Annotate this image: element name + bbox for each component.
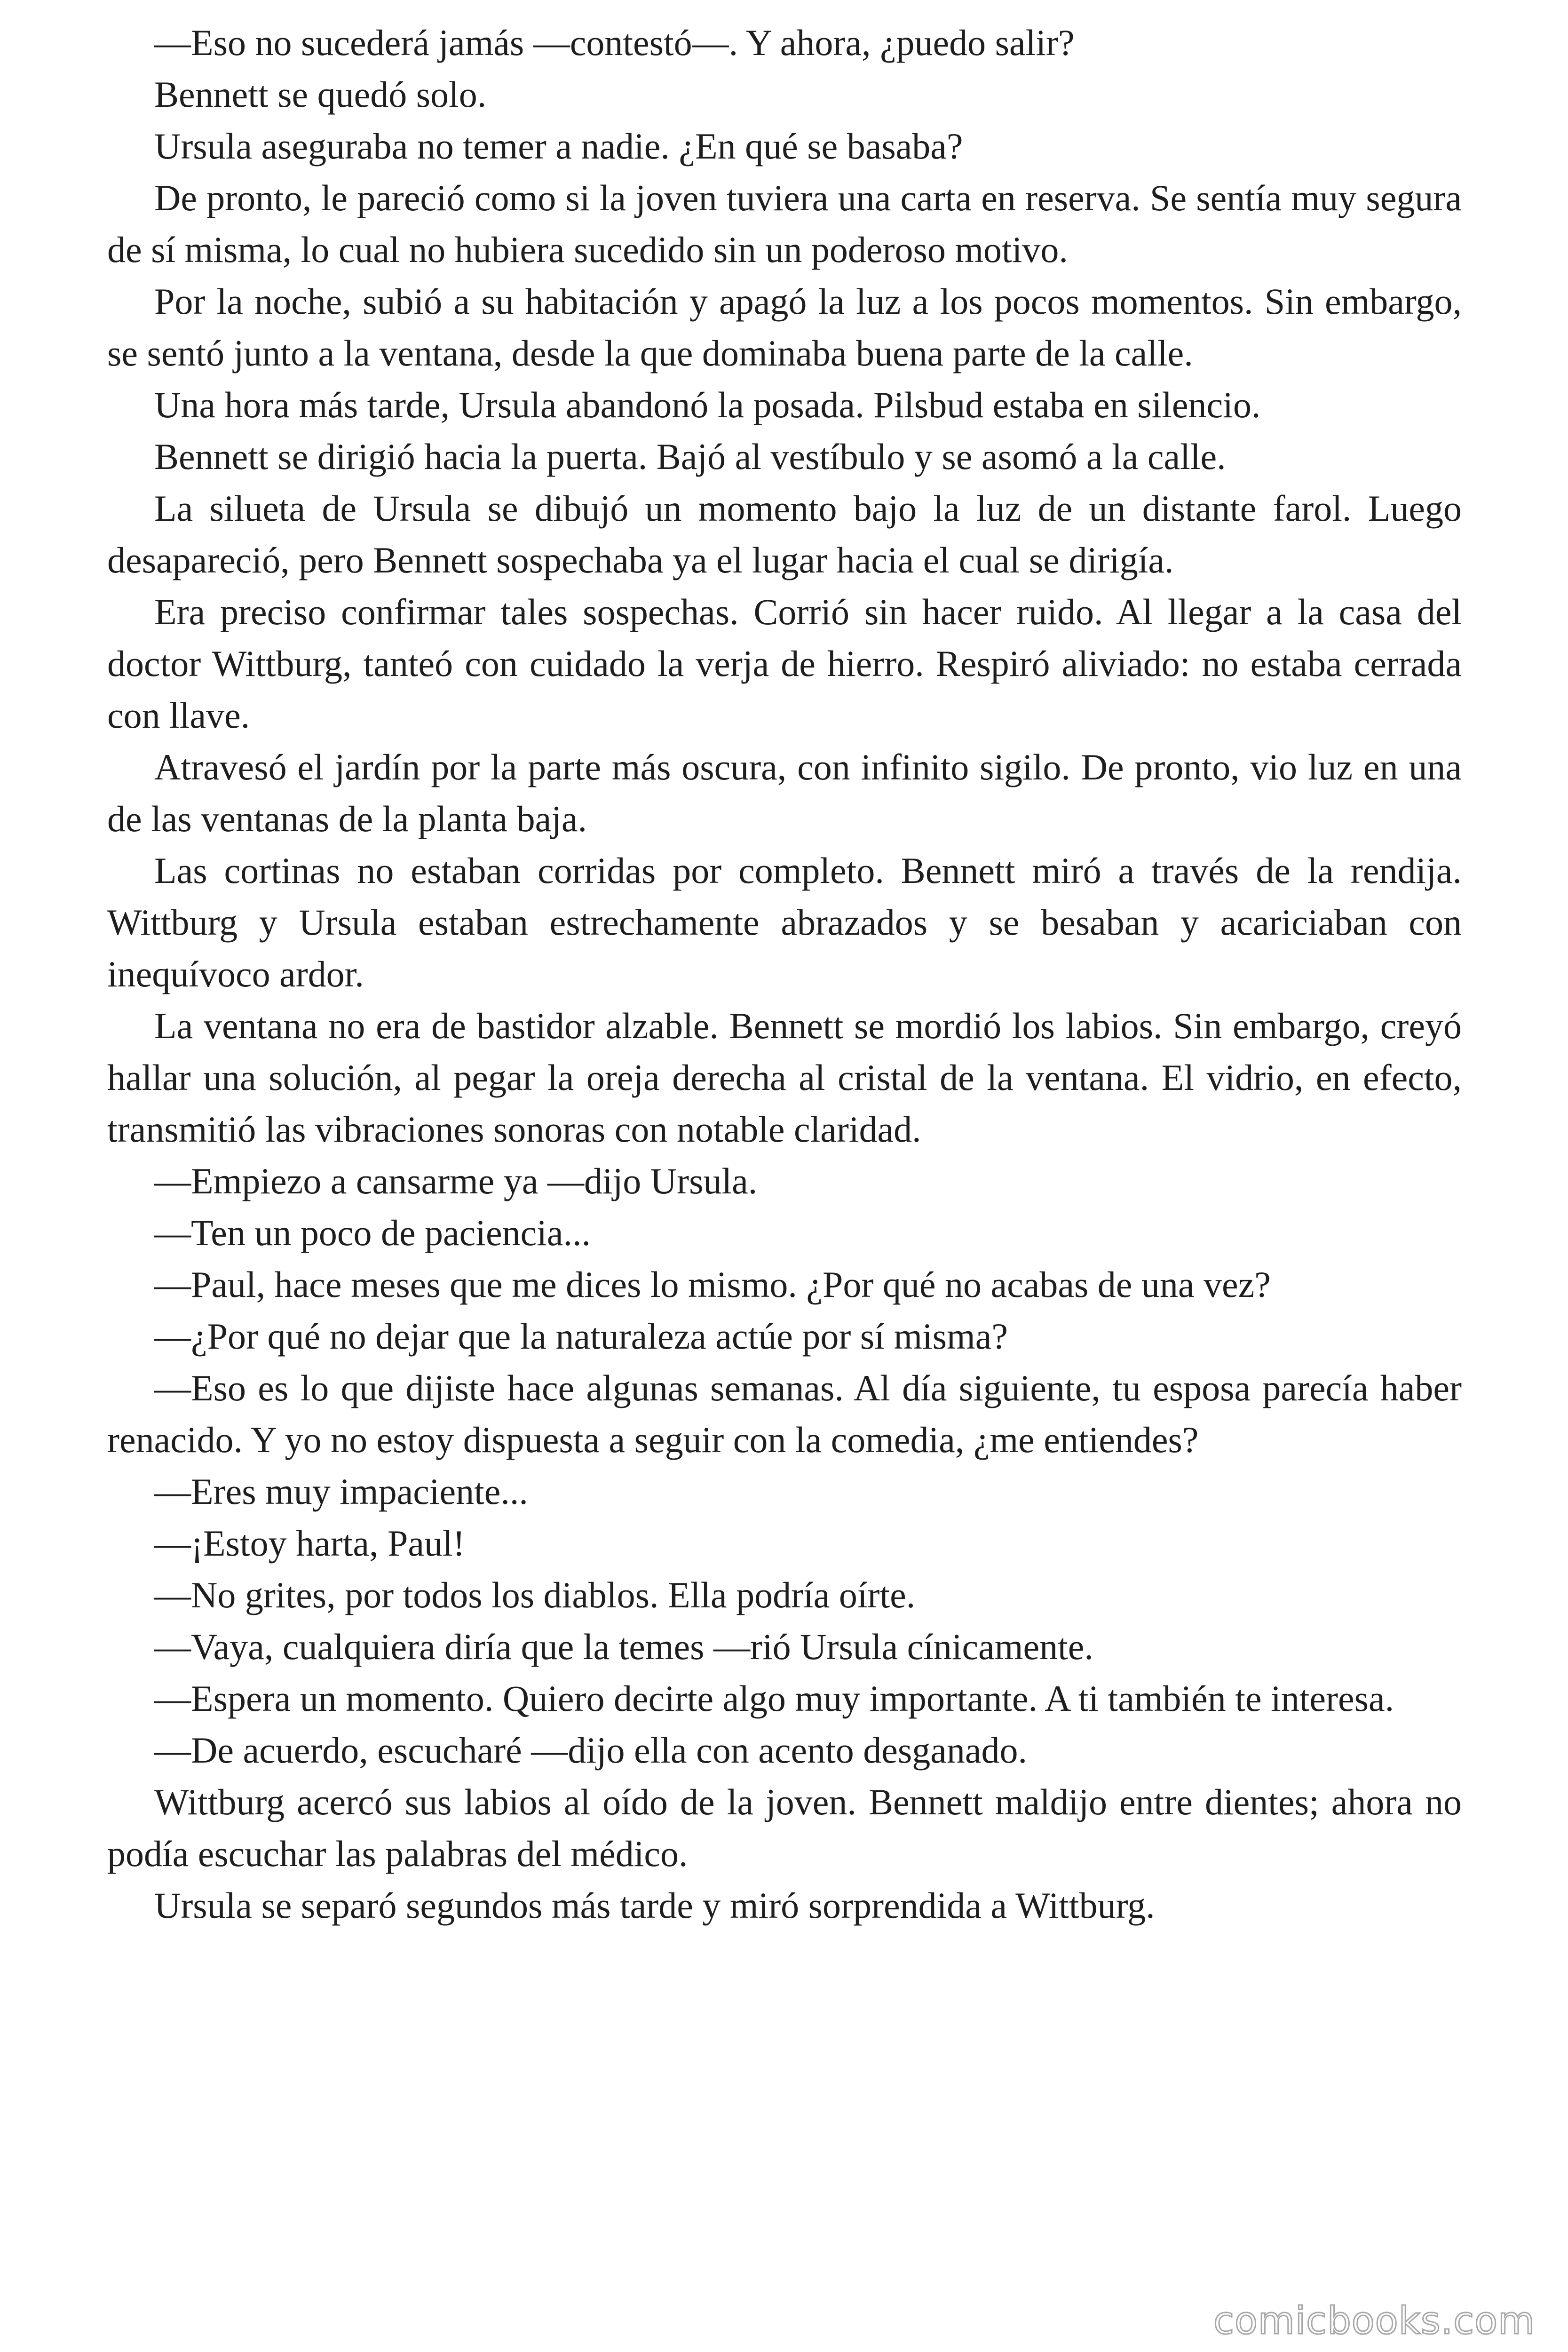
paragraph: —De acuerdo, escucharé —dijo ella con acento desganado. <box>154 1730 1028 1771</box>
paragraph: —Vaya, cualquiera diría que la temes —rió Ursula cínicamente. <box>154 1626 1093 1667</box>
paragraph: Por la noche, subió a su habitación y apagó la luz a los pocos momentos. Sin embargo, se sentó junto a la ventana, desde la que dominaba buena parte de la calle. <box>107 281 1462 373</box>
paragraph: La silueta de Ursula se dibujó un momento bajo la luz de un distante farol. Luego desapareció, pero Bennett sospechaba ya el lugar hacia el cual se dirigía. <box>107 488 1462 580</box>
paragraph: Ursula aseguraba no temer a nadie. ¿En qué se basaba? <box>154 126 963 167</box>
paragraph: Bennett se dirigió hacia la puerta. Bajó al vestíbulo y se asomó a la calle. <box>154 436 1226 477</box>
watermark: comicbooks.com <box>1213 2299 1535 2343</box>
paragraph: —Ten un poco de paciencia... <box>154 1212 591 1253</box>
paragraph: Una hora más tarde, Ursula abandonó la posada. Pilsbud estaba en silencio. <box>154 384 1261 425</box>
paragraph: —Paul, hace meses que me dices lo mismo. ¿Por qué no acabas de una vez? <box>154 1264 1271 1305</box>
paragraph: La ventana no era de bastidor alzable. Bennett se mordió los labios. Sin embargo, creyó hallar una solución, al pegar la oreja derecha al cristal de la ventana. El vidrio, en efecto, transmitió las vibraciones sonoras con notable claridad. <box>107 1005 1462 1150</box>
book-page-text <box>107 17 1462 1931</box>
paragraph: Bennett se quedó solo. <box>154 74 487 115</box>
paragraph: —Eres muy impaciente... <box>154 1471 528 1512</box>
paragraph: Las cortinas no estaban corridas por completo. Bennett miró a través de la rendija. Wittburg y Ursula estaban estrechamente abrazados y se besaban y acariciaban con inequívoco ardor. <box>107 850 1462 994</box>
paragraph: —¿Por qué no dejar que la naturaleza actúe por sí misma? <box>154 1316 1008 1357</box>
paragraph: —¡Estoy harta, Paul! <box>154 1523 465 1564</box>
paragraph: Era preciso confirmar tales sospechas. Corrió sin hacer ruido. Al llegar a la casa del doctor Wittburg, tanteó con cuidado la verja de hierro. Respiró aliviado: no estaba cerrada con llave. <box>107 591 1462 736</box>
paragraph: —Eso es lo que dijiste hace algunas semanas. Al día siguiente, tu esposa parecía haber renacido. Y yo no estoy dispuesta a seguir con la comedia, ¿me entiendes? <box>107 1367 1462 1460</box>
paragraph: —Espera un momento. Quiero decirte algo muy importante. A ti también te interesa. <box>154 1678 1394 1719</box>
paragraph: —Eso no sucederá jamás —contestó—. Y ahora, ¿puedo salir? <box>154 22 1075 63</box>
paragraph: Atravesó el jardín por la parte más oscura, con infinito sigilo. De pronto, vio luz en una de las ventanas de la planta baja. <box>107 747 1462 839</box>
paragraph: Wittburg acercó sus labios al oído de la joven. Bennett maldijo entre dientes; ahora no podía escuchar las palabras del médico. <box>107 1781 1462 1874</box>
paragraph: —Empiezo a cansarme ya —dijo Ursula. <box>154 1160 758 1201</box>
paragraph: De pronto, le pareció como si la joven tuviera una carta en reserva. Se sentía muy segura de sí misma, lo cual no hubiera sucedido sin un poderoso motivo. <box>107 177 1462 270</box>
paragraph: —No grites, por todos los diablos. Ella podría oírte. <box>154 1574 916 1615</box>
paragraph: Ursula se separó segundos más tarde y miró sorprendida a Wittburg. <box>154 1885 1155 1926</box>
